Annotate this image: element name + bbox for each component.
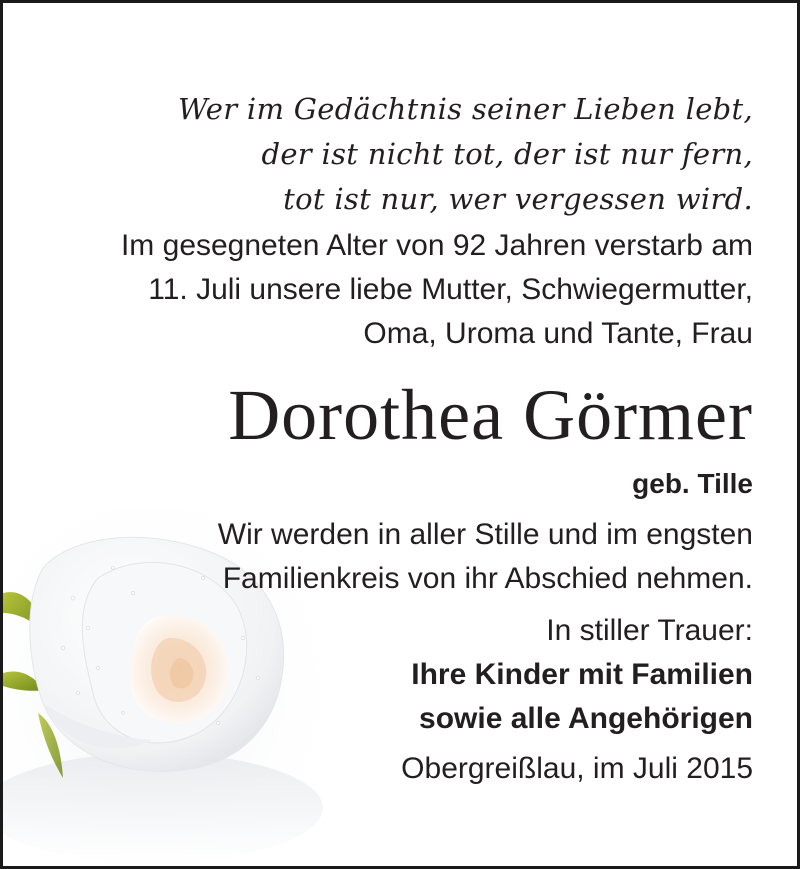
maiden-name: geb. Tille <box>632 468 753 499</box>
motto-verse <box>178 87 753 222</box>
announcement-line: Oma, Uroma und Tante, Frau <box>363 317 753 350</box>
motto-line: tot ist nur, wer vergessen wird. <box>283 182 753 216</box>
mourners-signoff <box>411 609 753 741</box>
deceased-name: Dorothea Görmer <box>228 375 753 455</box>
death-announcement <box>121 224 753 356</box>
motto-line: Wer im Gedächtnis seiner Lieben lebt, <box>177 92 753 126</box>
farewell-line: Familienkreis von ihr Abschied nehmen. <box>222 562 753 595</box>
farewell-note <box>218 513 753 601</box>
farewell-line: Wir werden in aller Stille und im engsten <box>217 518 753 551</box>
mourners-line: sowie alle Angehörigen <box>419 702 753 735</box>
place-and-date: Obergreißlau, im Juli 2015 <box>401 752 753 785</box>
mourners-intro: In stiller Trauer: <box>546 614 753 647</box>
announcement-line: 11. Juli unsere liebe Mutter, Schwiegermutter, <box>148 273 753 306</box>
announcement-line: Im gesegneten Alter von 92 Jahren verstarb am <box>120 229 753 262</box>
motto-line: der ist nicht tot, der ist nur fern, <box>261 137 753 171</box>
mourners-line: Ihre Kinder mit Familien <box>411 658 753 691</box>
